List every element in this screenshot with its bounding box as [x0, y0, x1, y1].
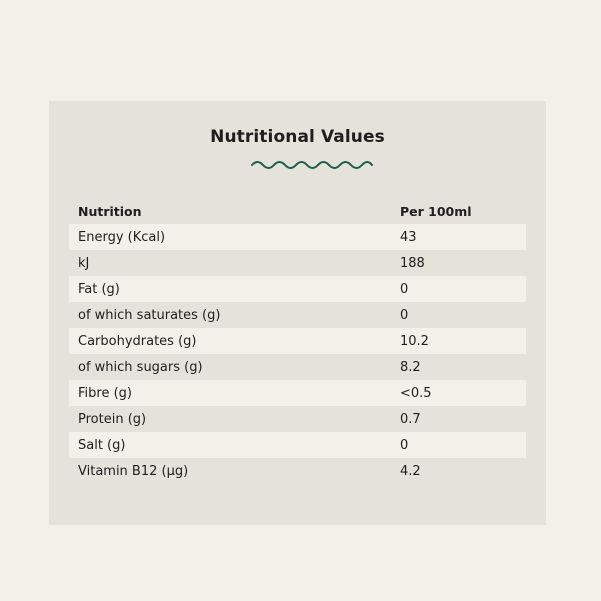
- table-row: [69, 432, 526, 458]
- nutrient-value: 0.7: [400, 411, 421, 427]
- nutrient-value: <0.5: [400, 385, 432, 401]
- nutrition-card: [49, 101, 546, 525]
- nutrient-name: Protein (g): [78, 411, 147, 427]
- table-row: [69, 276, 526, 302]
- table-row: [69, 458, 526, 484]
- table-row: [69, 354, 526, 380]
- nutrition-table: [69, 198, 526, 484]
- table-row: [69, 406, 526, 432]
- nutrient-name: Energy (Kcal): [78, 229, 166, 245]
- nutrient-value: 10.2: [400, 333, 429, 349]
- nutrient-value: 0: [400, 307, 409, 323]
- nutrient-value: 0: [400, 281, 409, 297]
- nutrient-value: 0: [400, 437, 409, 453]
- nutrient-name: kJ: [78, 255, 90, 271]
- table-row: [69, 302, 526, 328]
- header-nutrition: Nutrition: [78, 203, 142, 219]
- table-header-row: [69, 198, 526, 224]
- nutrient-value: 43: [400, 229, 417, 245]
- header-per-100ml: Per 100ml: [400, 203, 472, 219]
- table-row: [69, 224, 526, 250]
- section-title: Nutritional Values: [210, 127, 385, 147]
- wave-divider-icon: [251, 159, 373, 171]
- nutrient-name: Fibre (g): [78, 385, 132, 401]
- table-row: [69, 328, 526, 354]
- nutrient-value: 4.2: [400, 463, 421, 479]
- table-body: [69, 224, 526, 484]
- nutrient-name: of which sugars (g): [78, 359, 203, 375]
- table-row: [69, 380, 526, 406]
- nutrient-name: of which saturates (g): [78, 307, 221, 323]
- nutrient-name: Fat (g): [78, 281, 120, 297]
- nutrient-name: Vitamin B12 (µg): [78, 463, 189, 479]
- table-row: [69, 250, 526, 276]
- nutrient-value: 188: [400, 255, 425, 271]
- nutrient-name: Carbohydrates (g): [78, 333, 197, 349]
- nutrient-value: 8.2: [400, 359, 421, 375]
- nutrient-name: Salt (g): [78, 437, 126, 453]
